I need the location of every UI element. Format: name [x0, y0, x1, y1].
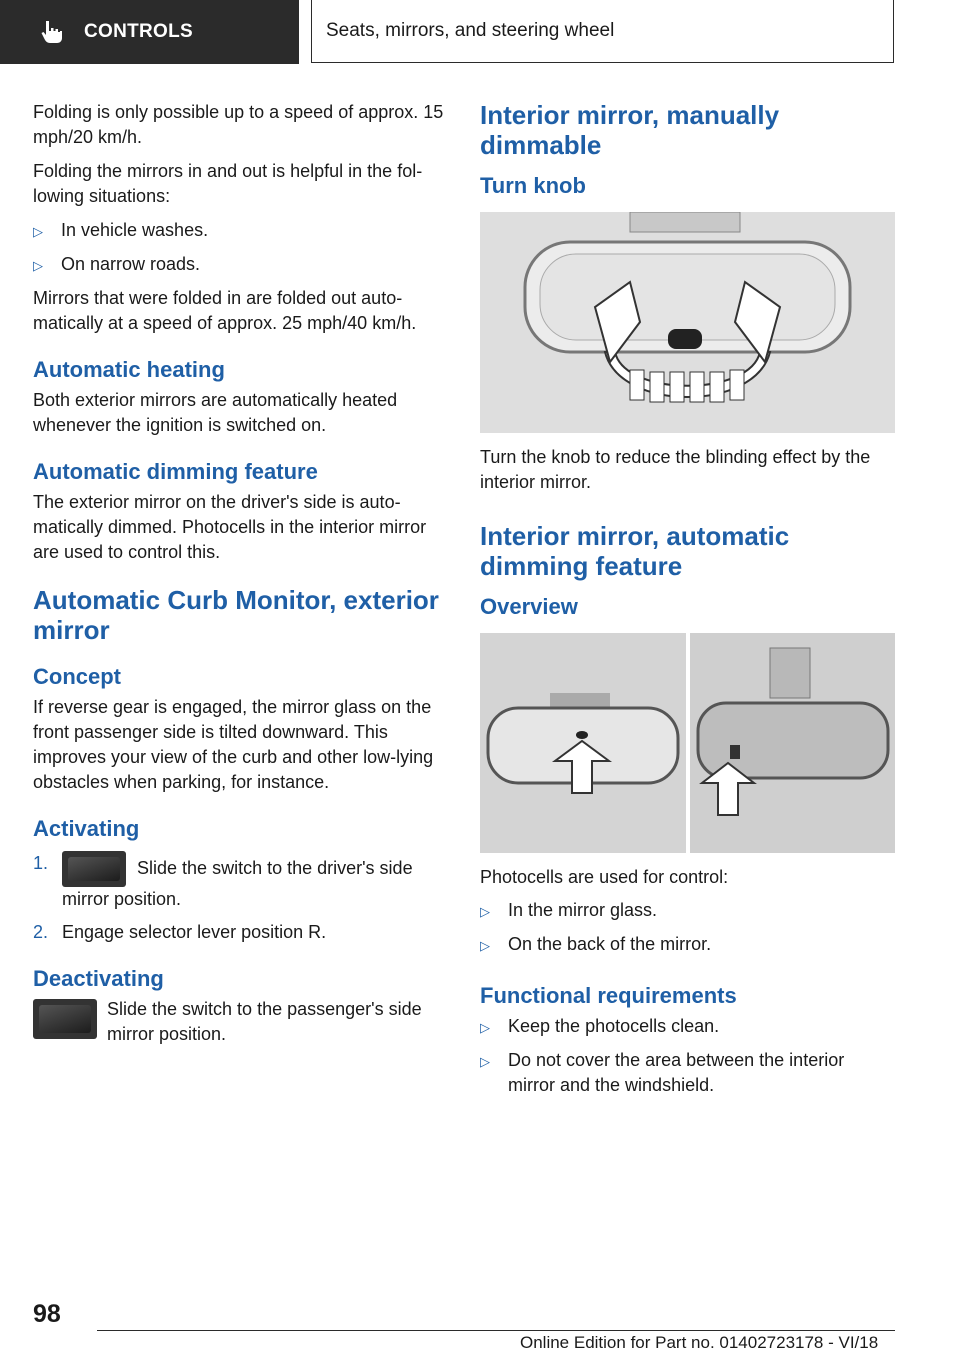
heading-functional-requirements: Functional requirements	[480, 983, 737, 1008]
list-item	[480, 1048, 895, 1098]
mirror-photocells-image	[480, 633, 895, 853]
list-item-text: In vehicle washes.	[61, 220, 209, 240]
heading-manual-mirror: Interior mirror, manually dimmable	[480, 100, 780, 160]
heading-curb-monitor: Automatic Curb Monitor, exterior mirror	[33, 585, 439, 645]
section-header	[311, 0, 894, 63]
step-text: Slide the switch to the driver's side mirror position.	[62, 851, 448, 912]
paragraph: The exterior mirror on the driver's side is automatically dimmed. Photocells in the interior mirror are used to control this.	[33, 492, 427, 562]
section-title: Seats, mirrors, and steering wheel	[326, 20, 615, 41]
list-item-text: On the back of the mirror.	[508, 934, 712, 954]
step-item	[33, 851, 448, 912]
heading-auto-dimming-mirror: Interior mirror, automatic dimming feature	[480, 521, 790, 581]
deactivating-row	[33, 997, 448, 1047]
footer-divider	[97, 1330, 895, 1331]
step-text: Engage selector lever position R.	[62, 922, 327, 942]
bullet-icon: ▷	[480, 904, 490, 919]
overview-illustration	[480, 633, 895, 853]
mirror-switch-icon	[33, 999, 97, 1039]
list-item-text: In the mirror glass.	[508, 900, 658, 920]
list-item	[480, 898, 895, 924]
heading-concept: Concept	[33, 664, 121, 689]
page-number: 98	[33, 1300, 61, 1328]
bullet-icon: ▷	[33, 258, 43, 273]
step-number: 1.	[33, 853, 49, 873]
heading-automatic-heating: Automatic heating	[33, 357, 225, 382]
heading-activating: Activating	[33, 816, 140, 841]
heading-automatic-dimming: Automatic dimming feature	[33, 459, 318, 484]
mirror-switch-icon	[62, 851, 126, 887]
heading-turn-knob: Turn knob	[480, 173, 586, 198]
paragraph: If reverse gear is engaged, the mirror glass on the front passenger side is tilted downward. This improves your view of the curb and other low-lying obstacles when parking, for instance.	[33, 697, 434, 792]
list-item-text: Keep the photocells clean.	[508, 1016, 720, 1036]
list-item	[33, 218, 448, 244]
list-item	[480, 1014, 895, 1040]
chapter-tab	[0, 0, 299, 64]
paragraph: Slide the switch to the passenger's side mirror position.	[107, 999, 422, 1044]
bullet-icon: ▷	[480, 938, 490, 953]
heading-overview: Overview	[480, 594, 578, 619]
bullet-icon: ▷	[33, 224, 43, 239]
paragraph: Both exterior mirrors are automatically heated whenever the ignition is switched on.	[33, 390, 398, 435]
paragraph: Turn the knob to reduce the blinding effect by the interior mirror.	[480, 447, 871, 492]
paragraph: Folding the mirrors in and out is helpful in the following situations:	[33, 161, 423, 206]
paragraph: Mirrors that were folded in are folded out automatically at a speed of approx. 25 mph/40 km/h.	[33, 288, 417, 333]
heading-deactivating: Deactivating	[33, 966, 164, 991]
step-item	[33, 920, 448, 945]
turn-knob-illustration	[480, 212, 895, 433]
paragraph: Photocells are used for control:	[480, 867, 729, 887]
list-item-text: On narrow roads.	[61, 254, 201, 274]
right-column	[480, 100, 895, 1106]
list-item	[33, 252, 448, 278]
paragraph: Folding is only possible up to a speed of approx. 15 mph/20 km/h.	[33, 102, 444, 147]
chapter-label: CONTROLS	[84, 21, 194, 42]
left-column	[33, 100, 448, 1047]
mirror-knob-image	[480, 212, 895, 433]
step-number: 2.	[33, 922, 49, 942]
pointing-hand-icon	[38, 19, 64, 45]
bullet-icon: ▷	[480, 1020, 490, 1035]
list-item-text: Do not cover the area between the interior mirror and the windshield.	[508, 1050, 845, 1095]
list-item	[480, 932, 895, 958]
bullet-icon: ▷	[480, 1054, 490, 1069]
edition-note: Online Edition for Part no. 01402723178 - VI/18	[520, 1333, 879, 1352]
